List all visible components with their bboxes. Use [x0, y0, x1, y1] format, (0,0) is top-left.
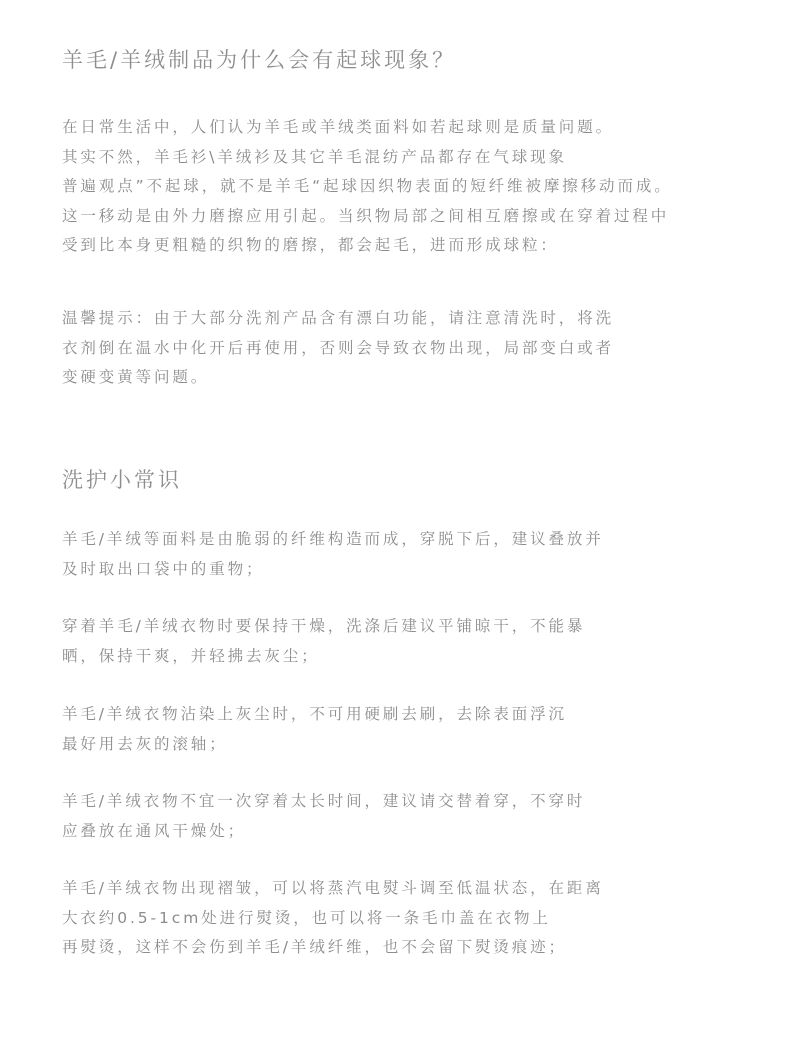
section-title-pilling: 羊毛/羊绒制品为什么会有起球现象？: [62, 48, 457, 72]
warm-tip-paragraph: [62, 304, 782, 393]
care-tip-line: 穿着羊毛/羊绒衣物时要保持干燥，洗涤后建议平铺晾干，不能暴: [62, 617, 586, 635]
pilling-explanation-paragraph: [62, 113, 782, 261]
care-tip-line: 羊毛/羊绒衣物不宜一次穿着太长时间，建议请交替着穿，不穿时: [62, 792, 586, 810]
care-tip-item: [62, 787, 782, 846]
care-tip-line: 应叠放在通风干燥处；: [62, 821, 247, 840]
care-tip-line: 羊毛/羊绒等面料是由脆弱的纤维构造而成，穿脱下后，建议叠放并: [62, 530, 604, 548]
paragraph-line: 普遍观点”不起球，就不是羊毛“起球因织物表面的短纤维被摩擦移动而成。: [62, 177, 673, 195]
paragraph-line: 在日常生活中，人们认为羊毛或羊绒类面料如若起球则是质量问题。: [62, 118, 615, 136]
paragraph-line: 这一移动是由外力磨擦应用引起。当织物局部之间相互磨擦或在穿着过程中: [62, 206, 670, 225]
care-tip-item: [62, 525, 782, 584]
care-tip-line: 大衣约0.5-1cm处进行熨烫，也可以将一条毛巾盖在衣物上: [62, 908, 551, 927]
paragraph-line: 受到比本身更粗糙的织物的磨擦，都会起毛，进而形成球粒：: [62, 236, 559, 254]
care-tip-item: [62, 612, 782, 671]
care-tip-line: 再熨烫，这样不会伤到羊毛/羊绒纤维，也不会留下熨烫痕迹；: [62, 938, 567, 956]
tip-line: 变硬变黄等问题。: [62, 368, 210, 386]
care-tip-line: 羊毛/羊绒衣物出现褶皱，可以将蒸汽电熨斗调至低温状态，在距离: [62, 879, 604, 897]
section-title-care-tips: 洗护小常识: [62, 468, 182, 492]
tip-line: 温馨提示：由于大部分洗剂产品含有漂白功能，请注意清洗时，将洗: [62, 309, 615, 327]
paragraph-line: 其实不然，羊毛衫\羊绒衫及其它羊毛混纺产品都存在气球现象: [62, 147, 567, 166]
care-tip-line: 羊毛/羊绒衣物沾染上灰尘时，不可用硬刷去刷，去除表面浮沉: [62, 705, 567, 723]
tip-line: 衣剂倒在温水中化开后再使用，否则会导致衣物出现，局部变白或者: [62, 338, 615, 357]
care-tip-line: 最好用去灰的滚轴；: [62, 734, 228, 753]
care-tip-line: 晒，保持干爽，并轻拂去灰尘；: [62, 646, 320, 665]
care-tip-item: [62, 874, 782, 963]
care-tip-item: [62, 700, 782, 759]
care-tip-line: 及时取出口袋中的重物；: [62, 559, 265, 578]
